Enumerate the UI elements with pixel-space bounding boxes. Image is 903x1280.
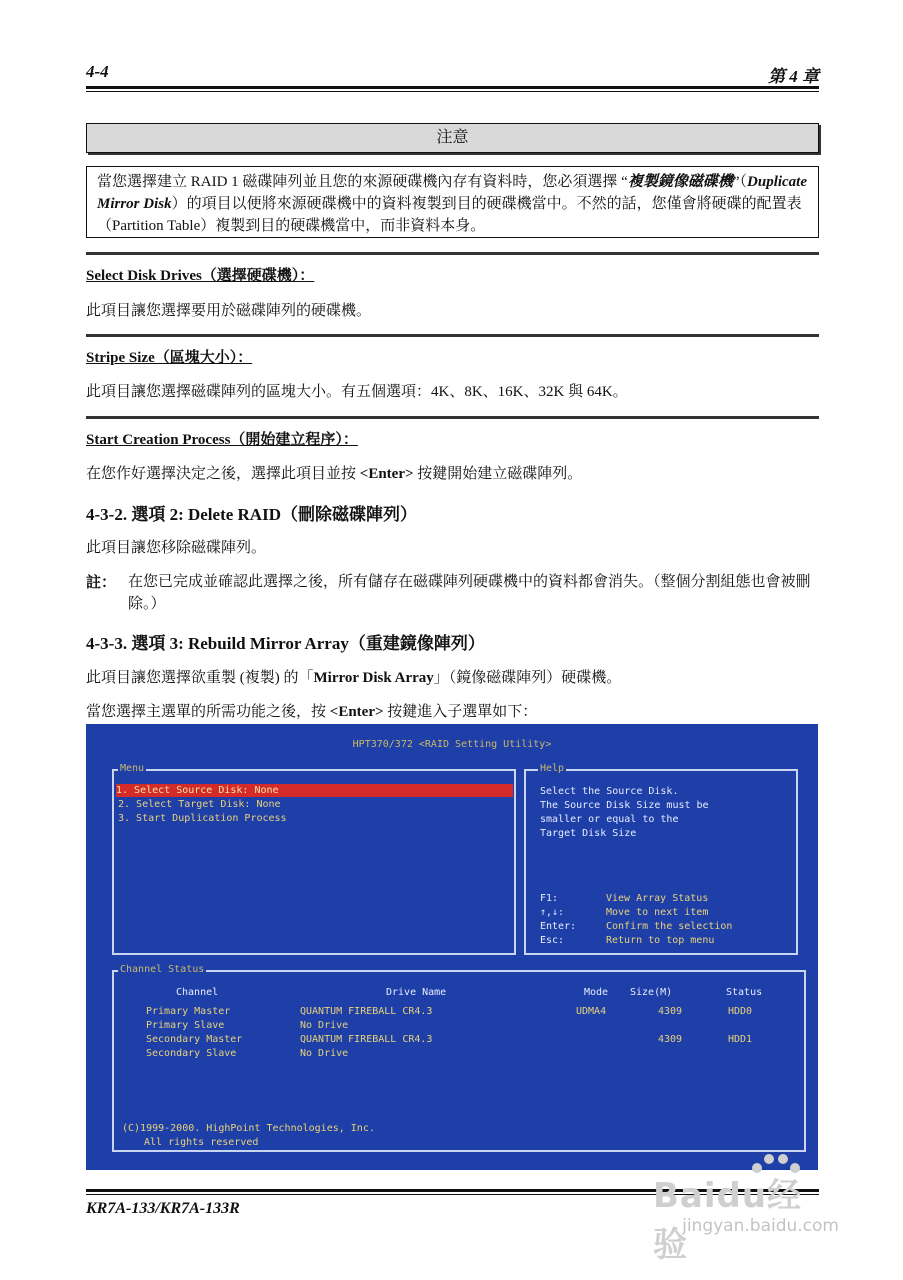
section-text-start-creation [86,463,819,485]
help-line: Select the Source Disk. [540,786,679,797]
channel-status-legend: Channel Status [120,964,205,975]
footer-model: KR7A-133/KR7A-133R [86,1200,240,1217]
section-text-select-disk: 此項目讓您選擇要用於磁碟陣列的硬碟機。 [86,303,372,319]
rebuild-heading: 4-3-3. 選項 3: Rebuild Mirror Array（重建鏡像陣列） [86,634,485,653]
row-status: HDD1 [728,1034,753,1045]
col-drive-name: Drive Name [386,987,447,998]
row-drive: QUANTUM FIREBALL CR4.3 [300,1006,433,1017]
row-channel: Primary Master [146,1006,231,1017]
col-size: Size(M) [630,987,673,998]
key-enter: Enter: [540,921,577,932]
row-drive: QUANTUM FIREBALL CR4.3 [300,1034,433,1045]
delete-raid-text: 此項目讓您移除磁碟陣列。 [86,540,267,556]
help-legend: Help [540,763,565,774]
row-drive: No Drive [300,1048,349,1059]
col-mode: Mode [584,987,609,998]
mirror-disk-array-label: Mirror Disk Array [313,670,434,686]
key-esc-desc: Return to top menu [606,935,715,946]
key-f1-desc: View Array Status [606,893,709,904]
note-body-2: ）的項目以便將來源硬碟機中的資料複製到目的硬碟機當中。不然的話，您僅會將硬碟的配置表（Partition Table）複製到目的硬碟機當中，而非資料本身。 [97,196,802,234]
key-arrows: ↑,↓: [540,907,565,918]
key-enter-desc: Confirm the selection [606,921,733,932]
chapter-label: 第 4 章 [768,67,819,86]
key-f1: F1: [540,893,559,904]
text-part: 此項目讓您選擇欲重製 (複製) 的「 [86,670,314,686]
text-part: 在您作好選擇決定之後，選擇此項目並按 [86,466,360,482]
note-title: 注意 [86,123,819,153]
section-text-stripe-size: 此項目讓您選擇磁碟陣列的區塊大小。有五個選項：4K、8K、16K、32K 與 64K。 [86,384,628,400]
delete-raid-note-text: 在您已完成並確認此選擇之後，所有儲存在磁碟陣列硬碟機中的資料都會消失。（整個分割組態也會被刪除。） [128,574,811,612]
section-rule [86,334,819,337]
page-number: 4-4 [86,62,109,81]
section-heading-start-creation: Start Creation Process（開始建立程序）： [86,432,358,448]
help-line: The Source Disk Size must be [540,800,709,811]
row-channel: Primary Slave [146,1020,225,1031]
help-line: smaller or equal to the [540,814,679,825]
rebuild-instruction [86,701,819,723]
delete-raid-note-label: 註： [86,575,117,591]
section-heading-select-disk: Select Disk Drives（選擇硬碟機）： [86,268,315,284]
note-body-1: 當您選擇建立 RAID 1 磁碟陣列並且您的來源硬碟機內存有資料時，您必須選擇 “ [97,174,628,190]
help-line: Target Disk Size [540,828,637,839]
header-rule [86,86,819,89]
text-part: 當您選擇主選單的所需功能之後，按 [86,704,330,720]
header-rule-thin [86,91,819,92]
raid-utility-screen [86,724,818,1170]
key-arrows-desc: Move to next item [606,907,709,918]
menu-item-select-source[interactable]: 1. Select Source Disk: None [116,784,513,797]
enter-key-label: <Enter> [329,704,384,720]
copyright-line-2: All rights reserved [144,1137,259,1148]
watermark-url: jingyan.baidu.com [682,1216,839,1236]
text-part: 按鍵開始建立磁碟陣列。 [413,466,583,482]
row-drive: No Drive [300,1020,349,1031]
note-quote-close: ”（ [732,174,748,190]
watermark-brand: Baidu经验 [653,1176,803,1265]
key-esc: Esc: [540,935,565,946]
row-size: 4309 [658,1034,683,1045]
row-channel: Secondary Slave [146,1048,237,1059]
row-mode: UDMA4 [576,1006,607,1017]
row-size: 4309 [658,1006,683,1017]
note-box [86,166,819,238]
note-emphasis-cn: 複製鏡像磁碟機 [627,174,733,190]
menu-legend: Menu [120,763,145,774]
delete-raid-heading: 4-3-2. 選項 2: Delete RAID（刪除磁碟陣列） [86,505,417,524]
menu-item-select-target[interactable]: 2. Select Target Disk: None [118,799,281,810]
section-rule [86,252,819,255]
text-part: 按鍵進入子選單如下： [383,704,538,720]
col-status: Status [726,987,763,998]
section-rule [86,416,819,419]
rebuild-text [86,667,819,689]
section-heading-stripe-size: Stripe Size（區塊大小）： [86,350,253,366]
text-part: 」（鏡像磁碟陣列）硬碟機。 [433,670,622,686]
menu-item-start-duplication[interactable]: 3. Start Duplication Process [118,813,287,824]
copyright-line-1: (C)1999-2000. HighPoint Technologies, Inc. [122,1123,375,1134]
row-status: HDD0 [728,1006,753,1017]
col-channel: Channel [176,987,219,998]
utility-title: HPT370/372 <RAID Setting Utility> [352,739,552,750]
baidu-watermark [653,1150,843,1265]
enter-key-label: <Enter> [359,466,414,482]
note-emphasis-en: Duplicate Mirror Disk [97,174,808,212]
row-channel: Secondary Master [146,1034,243,1045]
